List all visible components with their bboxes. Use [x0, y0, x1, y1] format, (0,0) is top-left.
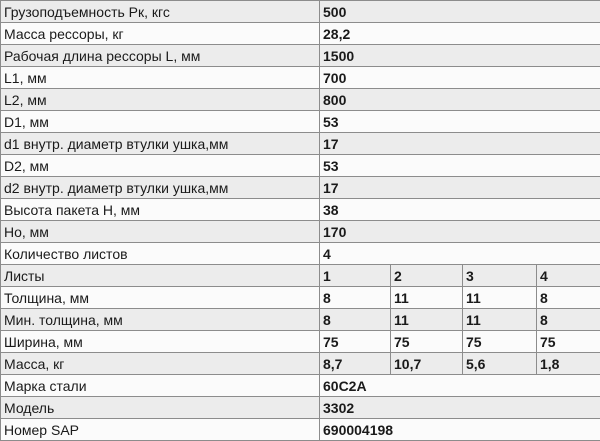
row-label: Грузоподъемность Pк, кгс	[1, 1, 320, 23]
leaf-row-label: Масса, кг	[1, 353, 320, 375]
table-row	[1, 309, 600, 331]
leaf-value: 75	[391, 331, 463, 353]
table-row	[1, 353, 600, 375]
row-label: D1, мм	[1, 111, 320, 133]
table-row	[1, 397, 600, 419]
leaf-value: 4	[537, 265, 600, 287]
row-value: 28,2	[320, 23, 600, 45]
leaf-value: 5,6	[463, 353, 537, 375]
row-value: 500	[320, 1, 600, 23]
table-row	[1, 221, 600, 243]
table-row	[1, 265, 600, 287]
table-row	[1, 177, 600, 199]
row-label: D2, мм	[1, 155, 320, 177]
leaf-value: 10,7	[391, 353, 463, 375]
leaf-value: 2	[391, 265, 463, 287]
row-label: Масса рессоры, кг	[1, 23, 320, 45]
leaf-value: 8	[537, 287, 600, 309]
row-label: d1 внутр. диаметр втулки ушка,мм	[1, 133, 320, 155]
leaf-value: 75	[463, 331, 537, 353]
leaf-value: 8,7	[320, 353, 391, 375]
table-row	[1, 419, 600, 441]
row-label: Номер SAP	[1, 419, 320, 441]
leaf-row-label: Листы	[1, 265, 320, 287]
row-label: Модель	[1, 397, 320, 419]
row-value: 170	[320, 221, 600, 243]
row-value: 38	[320, 199, 600, 221]
table-row	[1, 89, 600, 111]
row-value: 17	[320, 177, 600, 199]
table-row	[1, 23, 600, 45]
table-row	[1, 243, 600, 265]
row-value: 690004198	[320, 419, 600, 441]
leaf-value: 75	[320, 331, 391, 353]
table-row	[1, 155, 600, 177]
row-label: L2, мм	[1, 89, 320, 111]
row-value: 17	[320, 133, 600, 155]
row-value: 1500	[320, 45, 600, 67]
leaf-value: 3	[463, 265, 537, 287]
table-row	[1, 67, 600, 89]
row-label: L1, мм	[1, 67, 320, 89]
row-value: 700	[320, 67, 600, 89]
table-row	[1, 199, 600, 221]
row-label: Высота пакета H, мм	[1, 199, 320, 221]
row-value: 53	[320, 111, 600, 133]
leaf-value: 1	[320, 265, 391, 287]
table-row	[1, 45, 600, 67]
table-row	[1, 133, 600, 155]
spec-table-body	[1, 1, 600, 441]
leaf-value: 11	[391, 309, 463, 331]
row-label: d2 внутр. диаметр втулки ушка,мм	[1, 177, 320, 199]
leaf-value: 11	[391, 287, 463, 309]
leaf-value: 11	[463, 287, 537, 309]
table-row	[1, 375, 600, 397]
row-value: 60С2А	[320, 375, 600, 397]
table-row	[1, 111, 600, 133]
leaf-row-label: Толщина, мм	[1, 287, 320, 309]
row-label: Количество листов	[1, 243, 320, 265]
table-row	[1, 331, 600, 353]
leaf-row-label: Ширина, мм	[1, 331, 320, 353]
leaf-value: 1,8	[537, 353, 600, 375]
row-label: Рабочая длина рессоры L, мм	[1, 45, 320, 67]
row-label: Марка стали	[1, 375, 320, 397]
leaf-value: 75	[537, 331, 600, 353]
table-row	[1, 287, 600, 309]
leaf-value: 11	[463, 309, 537, 331]
row-value: 4	[320, 243, 600, 265]
row-label: Ho, мм	[1, 221, 320, 243]
row-value: 3302	[320, 397, 600, 419]
leaf-value: 8	[537, 309, 600, 331]
table-row	[1, 1, 600, 23]
leaf-value: 8	[320, 287, 391, 309]
row-value: 800	[320, 89, 600, 111]
leaf-row-label: Мин. толщина, мм	[1, 309, 320, 331]
leaf-value: 8	[320, 309, 391, 331]
row-value: 53	[320, 155, 600, 177]
